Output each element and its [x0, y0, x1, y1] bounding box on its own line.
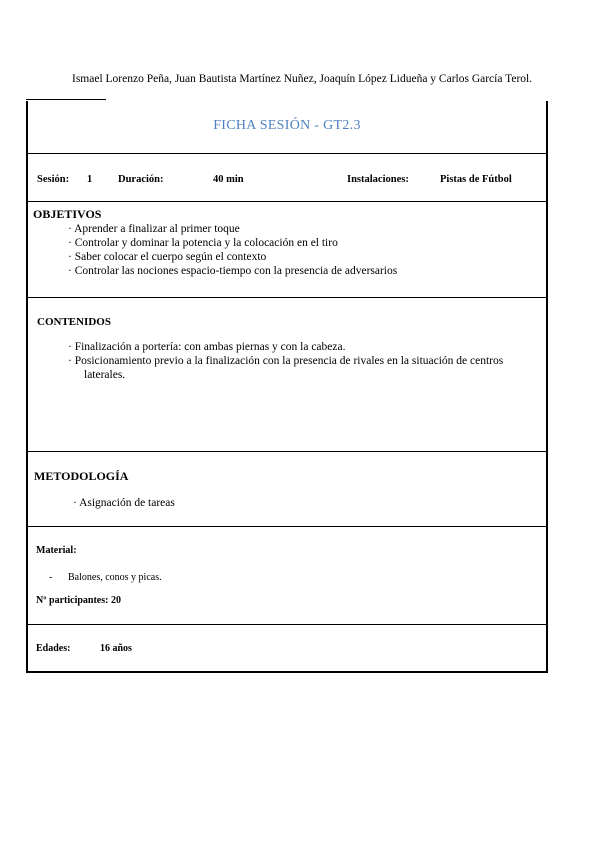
objetivos-heading: OBJETIVOS [33, 207, 102, 221]
duration-label: Duración: [118, 174, 164, 185]
material-section [28, 527, 546, 625]
metodologia-item: · Asignación de tareas [73, 497, 175, 509]
edades-label: Edades: [36, 643, 71, 654]
contenido-item-continuation: laterales. [84, 369, 126, 381]
contenidos-heading: CONTENIDOS [37, 316, 111, 328]
edades-value: 16 años [100, 643, 132, 654]
title-section [28, 101, 546, 154]
authors-line: Ismael Lorenzo Peña, Juan Bautista Martínez Nuñez, Joaquín López Lidueña y Carlos García Terol. [72, 73, 533, 85]
objetivo-item: · Controlar las nociones espacio-tiempo con la presencia de adversarios [68, 265, 398, 277]
facilities-label: Instalaciones: [347, 174, 409, 185]
session-sheet [26, 101, 548, 673]
metodologia-section [28, 452, 546, 527]
session-info-section [28, 154, 546, 202]
material-heading: Material: [36, 545, 77, 556]
edades-section [28, 625, 546, 671]
objetivo-item: · Controlar y dominar la potencia y la colocación en el tiro [68, 237, 338, 249]
session-label: Sesión: [37, 174, 70, 185]
duration-value: 40 min [213, 174, 244, 185]
objetivo-item: · Aprender a finalizar al primer toque [68, 223, 240, 235]
objetivo-item: · Saber colocar el cuerpo según el contexto [68, 251, 267, 263]
contenido-item: · Finalización a portería: con ambas piernas y con la cabeza. [68, 341, 346, 353]
objetivos-section [28, 202, 546, 298]
participants-value: 20 [110, 595, 121, 606]
participants-row [36, 595, 121, 606]
metodologia-heading: METODOLOGÍA [34, 469, 129, 483]
material-item: Balones, conos y picas. [68, 572, 162, 583]
facilities-value: Pistas de Fútbol [440, 174, 512, 185]
contenidos-section [28, 298, 546, 452]
header-rule [26, 99, 106, 100]
contenido-item: · Posicionamiento previo a la finalización con la presencia de rivales en la situación de centros [68, 355, 504, 367]
participants-label: Nº participantes: [36, 595, 109, 606]
session-value: 1 [87, 174, 93, 185]
material-bullet: - [49, 572, 53, 583]
sheet-title: FICHA SESIÓN - GT2.3 [213, 118, 361, 133]
